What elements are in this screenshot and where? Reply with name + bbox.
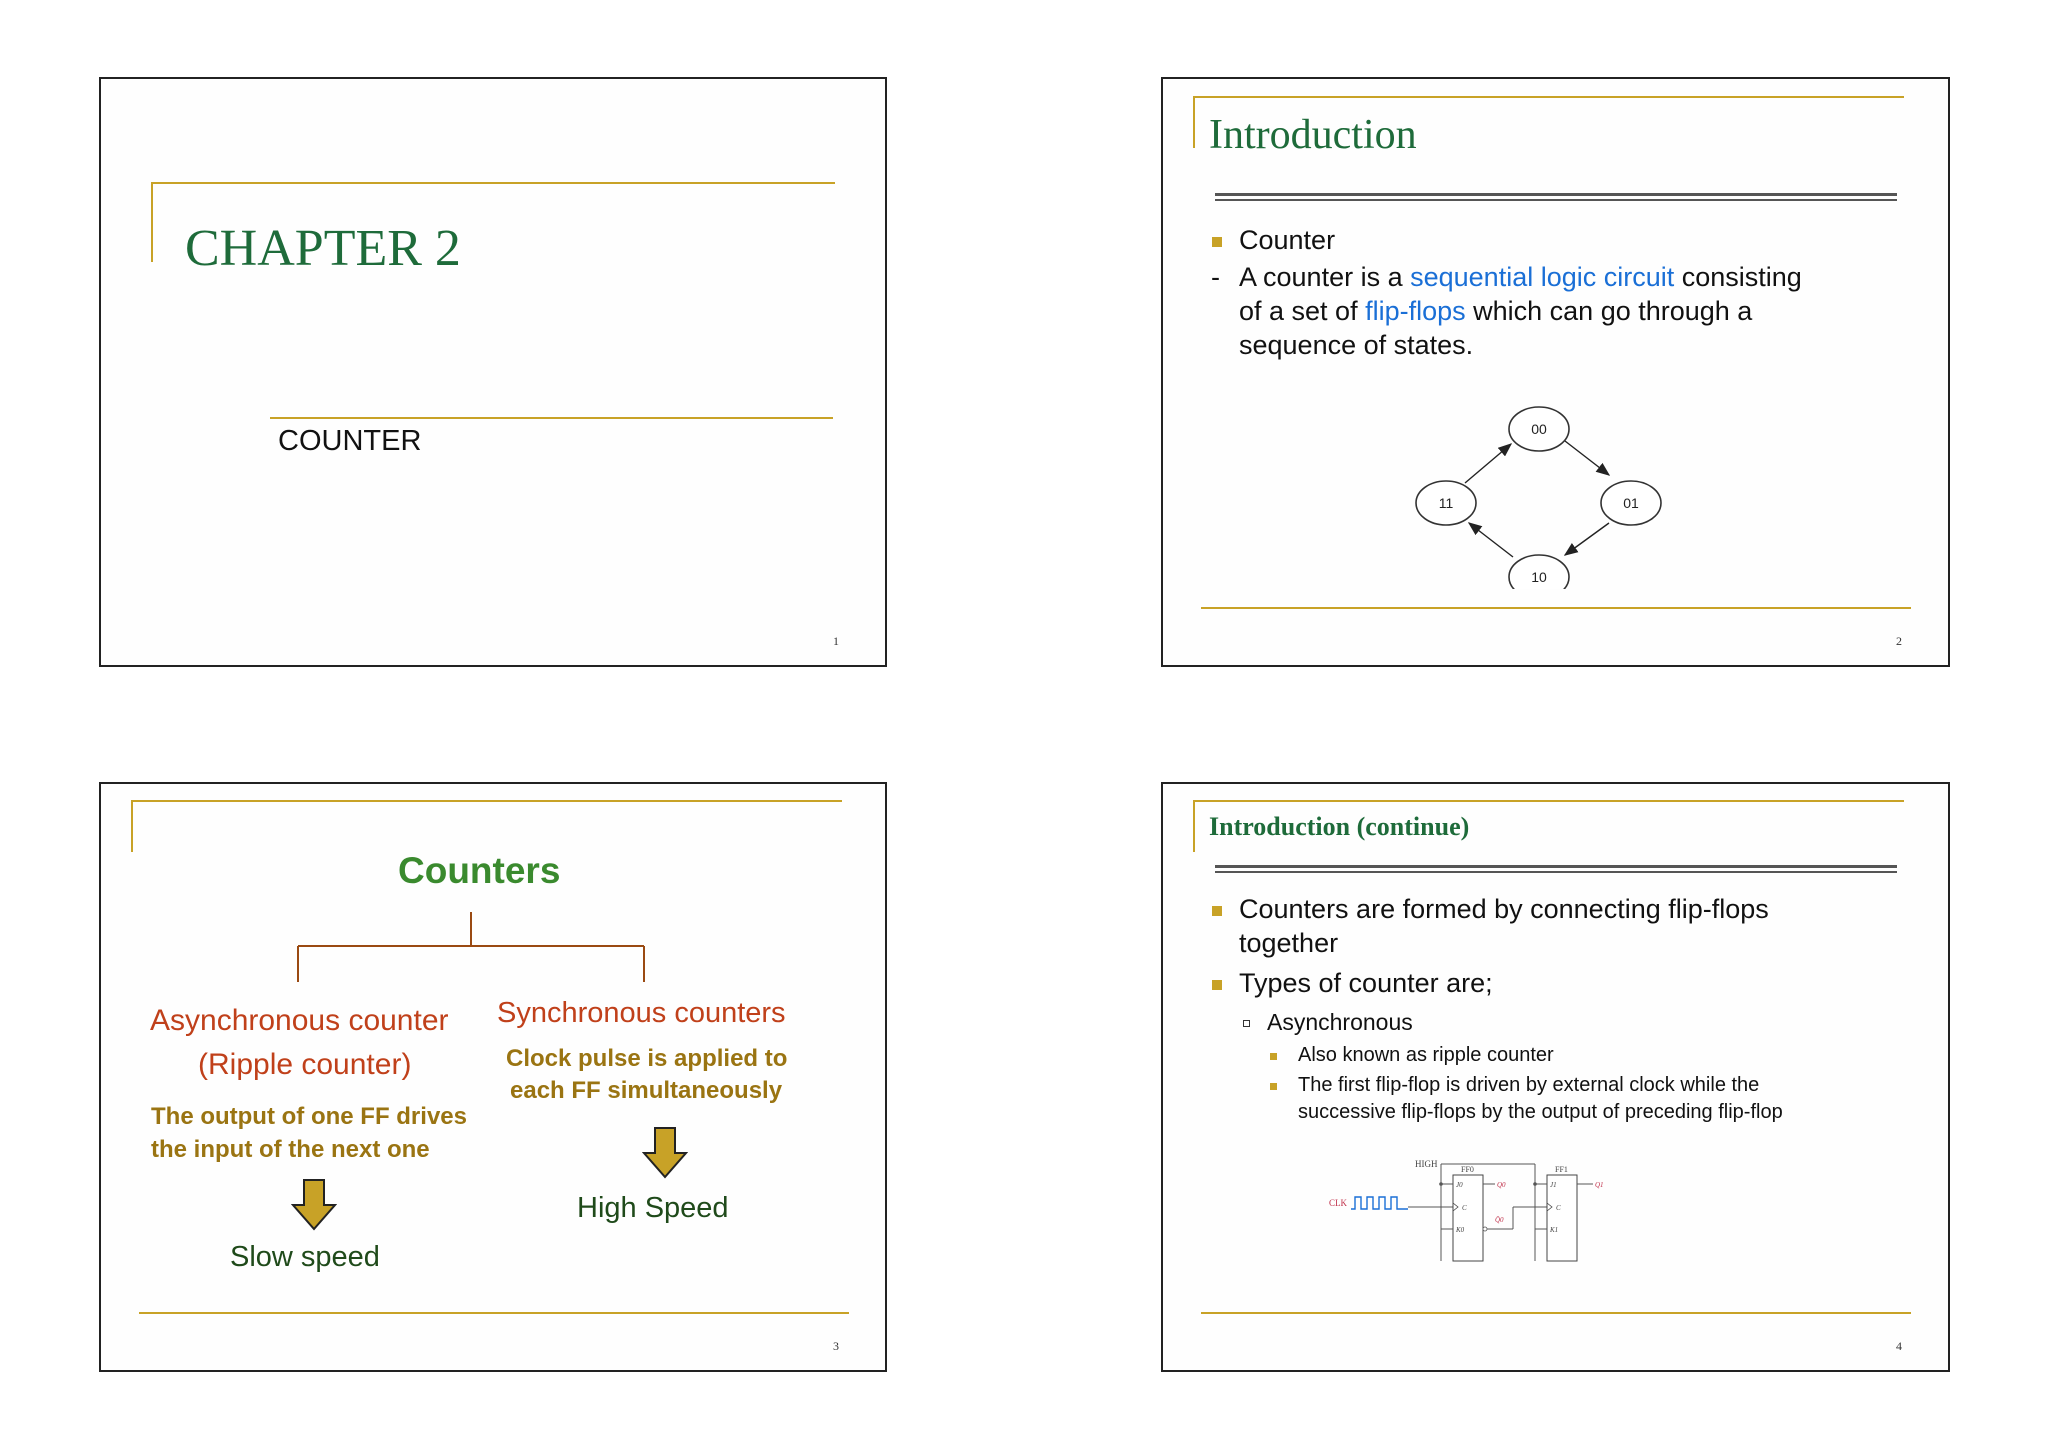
sub-sub-bullet-marker (1270, 1053, 1277, 1060)
desc-text: which can go through a (1465, 296, 1753, 326)
title-underline (1215, 193, 1897, 201)
driven-clock-note-2: successive flip-flops by the output of preceding flip-flop (1298, 1101, 1783, 1123)
async-desc-1: The output of one FF drives (151, 1103, 467, 1130)
slide-title: Introduction (1209, 112, 1417, 158)
page-number: 2 (1896, 634, 1902, 648)
sub-bullet-asynchronous: Asynchronous (1267, 1009, 1413, 1035)
state-11-label: 11 (1438, 495, 1454, 511)
bullet-counter: Counter (1239, 225, 1336, 255)
slide-2 (1161, 77, 1950, 667)
k0-label: K0 (1456, 1226, 1465, 1234)
title-rule-left (131, 800, 133, 852)
slide-title: CHAPTER 2 (185, 220, 461, 277)
down-arrow-icon (291, 1179, 337, 1231)
footer-rule (1201, 607, 1911, 609)
title-rule-left (151, 182, 153, 262)
clock-waveform (1351, 1197, 1408, 1209)
ff0-label: FF0 (1461, 1165, 1474, 1174)
q1-label: Q1 (1595, 1181, 1604, 1189)
description-line-3: sequence of states. (1239, 330, 1474, 360)
clk-label: CLK (1329, 1198, 1347, 1208)
footer-rule (1201, 1312, 1911, 1314)
k1-label: K1 (1550, 1226, 1559, 1234)
bullet-2: Types of counter are; (1239, 968, 1493, 998)
state-01-label: 01 (1623, 495, 1639, 511)
bullet-1-line-1: Counters are formed by connecting flip-flops (1239, 894, 1769, 924)
arrow-01-10 (1565, 523, 1609, 555)
async-result: Slow speed (230, 1241, 380, 1273)
sync-desc-1: Clock pulse is applied to (506, 1045, 788, 1072)
sync-title: Synchronous counters (497, 997, 786, 1029)
q0bar-label: Q̄0 (1495, 1216, 1504, 1224)
c0-label: C (1462, 1204, 1467, 1212)
slide-subtitle: COUNTER (278, 425, 422, 457)
sub-bullet-marker (1243, 1020, 1250, 1027)
slide-3 (99, 782, 887, 1372)
ff1-label: FF1 (1555, 1165, 1568, 1174)
tree-connector (291, 904, 651, 984)
title-rule-top (131, 800, 842, 802)
sub-sub-bullet-marker (1270, 1083, 1277, 1090)
subtitle-rule (270, 417, 833, 419)
driven-clock-note-1: The first flip-flop is driven by external clock while the (1298, 1074, 1760, 1096)
c1-label: C (1556, 1204, 1561, 1212)
j1-label: J1 (1550, 1181, 1557, 1189)
title-rule-left (1193, 96, 1195, 148)
async-title: Asynchronous counter (150, 1004, 449, 1037)
desc-text: consisting (1674, 262, 1802, 292)
desc-text: of a set of (1239, 296, 1366, 326)
async-subtitle: (Ripple counter) (198, 1048, 412, 1081)
arrow-00-01 (1565, 441, 1609, 475)
q0-label: Q0 (1497, 1181, 1506, 1189)
page-number: 4 (1896, 1339, 1902, 1353)
async-desc-2: the input of the next one (151, 1136, 430, 1163)
title-underline (1215, 865, 1897, 873)
slide-1 (99, 77, 887, 667)
ripple-counter-note: Also known as ripple counter (1298, 1044, 1554, 1066)
desc-text: A counter is a (1239, 262, 1411, 292)
bullet-marker (1212, 980, 1222, 990)
footer-rule (139, 1312, 849, 1314)
bullet-1-line-2: together (1239, 928, 1339, 958)
arrow-10-11 (1469, 523, 1513, 557)
bullet-marker (1212, 906, 1222, 916)
title-rule-left (1193, 800, 1195, 852)
slide-title: Counters (398, 850, 561, 891)
slide-title: Introduction (continue) (1209, 812, 1470, 841)
page-number: 3 (833, 1339, 839, 1353)
bullet-marker (1212, 237, 1222, 247)
state-00-label: 00 (1531, 421, 1547, 437)
j0-label: J0 (1456, 1181, 1463, 1189)
ripple-counter-circuit (1323, 1154, 1653, 1274)
description-line-1 (1239, 260, 1802, 294)
high-label: HIGH (1415, 1159, 1438, 1169)
page-number: 1 (833, 634, 839, 648)
sequential-logic-link: sequential logic circuit (1410, 262, 1675, 292)
title-rule-top (151, 182, 835, 184)
arrow-11-00 (1465, 444, 1511, 483)
flip-flops-link: flip-flops (1365, 296, 1466, 326)
down-arrow-icon (642, 1127, 688, 1179)
sync-desc-2: each FF simultaneously (510, 1077, 783, 1104)
state-diagram (1403, 399, 1673, 589)
state-10-label: 10 (1531, 569, 1547, 585)
title-rule-top (1193, 96, 1904, 98)
inverted-output-bubble (1483, 1227, 1487, 1231)
description-line-2 (1239, 294, 1752, 328)
slide-4 (1161, 782, 1950, 1372)
dash-marker: - (1211, 262, 1220, 292)
sync-result: High Speed (577, 1192, 729, 1224)
title-rule-top (1193, 800, 1904, 802)
